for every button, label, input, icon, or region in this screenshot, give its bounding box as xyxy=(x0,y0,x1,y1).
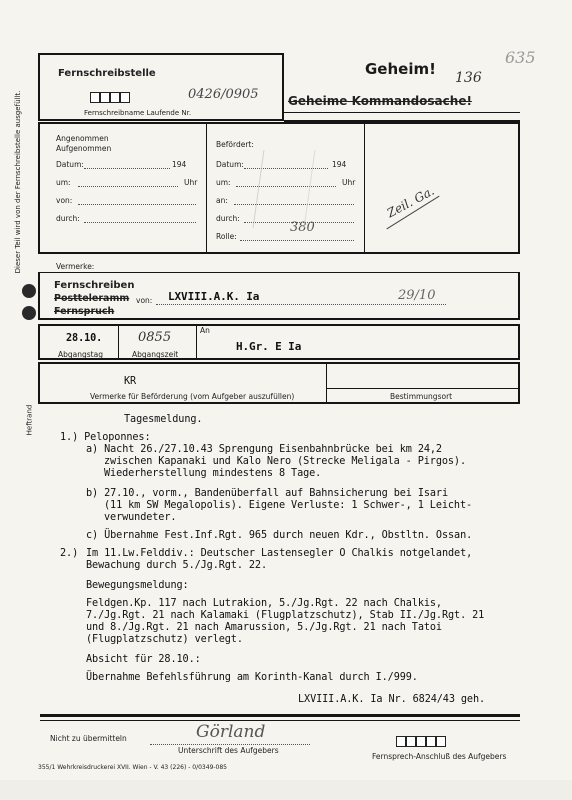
type-struck-2: Fernspruch xyxy=(54,306,115,317)
routing-kr: KR xyxy=(124,376,137,387)
von-label: von: xyxy=(136,296,153,305)
forwarded-title: Befördert: xyxy=(216,140,254,149)
hand-initials: Zeil. Ga. xyxy=(384,183,437,221)
forwarded-an: an: xyxy=(216,196,228,205)
fill-line xyxy=(78,204,196,205)
printer-line: 355/1 Wehrkreisdruckerei XVII. Wien - V. 43 (226) - 0/0349-085 xyxy=(38,764,227,771)
body-line: b) 27.10., vorm., Bandenüberfall auf Bahnsicherung bei Isari xyxy=(86,488,449,499)
faint-scribble xyxy=(253,150,316,228)
number-cell xyxy=(110,92,120,103)
reference-number: LXVIII.A.K. Ia Nr. 6824/43 geh. xyxy=(298,694,486,705)
rule xyxy=(326,388,520,389)
body-line: zwischen Kapanaki und Kalo Nero (Strecke Meligala - Pirgos). xyxy=(104,456,467,467)
body-line: (Flugplatzschutz) verlegt. xyxy=(86,634,243,645)
number-label: Fernschreibname Laufende Nr. xyxy=(84,109,192,117)
forwarded-datum: Datum: xyxy=(216,160,244,169)
dispatch-date-label: Abgangstag xyxy=(58,350,103,359)
phone-label: Fernsprech-Anschluß des Aufgebers xyxy=(372,752,507,761)
body-line: Feldgen.Kp. 117 nach Lutrakion, 5./Jg.Rgt. 22 nach Chalkis, xyxy=(86,598,442,609)
body-line: und 8./Jg.Rgt. 21 nach Amarussion, 5./Jg.Rgt. 21 nach Tatoi xyxy=(86,622,442,633)
received-um: um: xyxy=(56,178,71,187)
rule xyxy=(40,720,520,721)
body-line: 1.) Peloponnes: xyxy=(60,432,151,443)
dispatch-date: 28.10. xyxy=(66,333,103,344)
grid-divider xyxy=(326,362,327,404)
body-line: c) Übernahme Fest.Inf.Rgt. 965 durch neuen Kdr., Obstltn. Ossan. xyxy=(86,530,473,541)
hand-date: 29/10 xyxy=(398,288,436,303)
forwarded-um: um: xyxy=(216,178,231,187)
grid-divider xyxy=(206,122,207,254)
punch-hole xyxy=(22,306,36,320)
fill-line xyxy=(78,186,178,187)
body-subheading: Bewegungsmeldung: xyxy=(86,580,189,591)
received-year: 194 xyxy=(172,160,187,169)
side-note: Dieser Teil wird von der Fernschreibstelle ausgefüllt. xyxy=(14,90,22,274)
body-line: 7./Jg.Rgt. 21 nach Kalamaki (Flugplatzschutz), Stab II./Jg.Rgt. 21 xyxy=(86,610,485,621)
body-line: a) Nacht 26./27.10.43 Sprengung Eisenbahnbrücke bei km 24,2 xyxy=(86,444,442,455)
phone-cell xyxy=(436,736,446,747)
forwarded-year: 194 xyxy=(332,160,347,169)
signature-label: Unterschrift des Aufgebers xyxy=(178,746,279,755)
number-cell xyxy=(90,92,100,103)
body-line: 2.) xyxy=(60,548,85,559)
received-uhr: Uhr xyxy=(184,178,198,187)
grid-divider xyxy=(118,324,119,360)
rule xyxy=(40,714,520,717)
sender: LXVIII.A.K. Ia xyxy=(168,290,260,303)
type-title: Fernschreiben xyxy=(54,280,135,291)
number-cell xyxy=(120,92,130,103)
body-line: Bewachung durch 5./Jg.Rgt. 22. xyxy=(86,560,268,571)
body-line: Wiederherstellung mindestens 8 Tage. xyxy=(104,468,322,479)
body-line: verwundeter. xyxy=(104,512,177,523)
fill-line xyxy=(84,168,170,169)
phone-cell xyxy=(416,736,426,747)
fill-line xyxy=(150,744,310,745)
body-line: Übernahme Befehlsführung am Korinth-Kanal durch I./999. xyxy=(86,672,418,683)
phone-cell xyxy=(426,736,436,747)
phone-cell xyxy=(396,736,406,747)
struck-classification: Geheime Kommandosache! xyxy=(288,94,472,108)
dispatch-time: 0855 xyxy=(138,330,172,345)
office-title: Fernschreibstelle xyxy=(58,68,156,79)
fill-line xyxy=(240,240,354,241)
an-label: An xyxy=(200,326,210,335)
not-transmit-label: Nicht zu übermitteln xyxy=(50,734,127,743)
hand-corner-number: 136 xyxy=(455,70,482,86)
classification-stamp: Geheim! xyxy=(365,60,436,78)
received-durch: durch: xyxy=(56,214,80,223)
body-line: (11 km SW Megalopolis). Eigene Verluste: 1 Schwer-, 1 Leicht- xyxy=(104,500,473,511)
received-von: von: xyxy=(56,196,73,205)
type-struck-1: Postteleramm xyxy=(54,293,130,304)
phone-cell xyxy=(406,736,416,747)
hand-corner-number-2: 635 xyxy=(505,48,536,67)
body-subheading: Absicht für 28.10.: xyxy=(86,654,201,665)
received-datum: Datum: xyxy=(56,160,84,169)
fill-line xyxy=(156,304,446,305)
received-title-2: Aufgenommen xyxy=(56,144,112,153)
hand-rolle: 380 xyxy=(290,220,315,235)
grid-divider xyxy=(196,324,197,360)
hand-signature: Görland xyxy=(196,722,266,742)
number-cell xyxy=(100,92,110,103)
body-line: Im 11.Lw.Felddiv.: Deutscher Lastensegler O Chalkis notgelandet, xyxy=(86,548,473,559)
heftrand-label: Heftrand xyxy=(25,404,34,436)
forwarded-uhr: Uhr xyxy=(342,178,356,187)
received-title-1: Angenommen xyxy=(56,134,109,143)
forwarded-rolle: Rolle: xyxy=(216,232,237,241)
vermerke-label: Vermerke: xyxy=(56,262,95,271)
grid-divider xyxy=(364,122,365,254)
body-heading: Tagesmeldung. xyxy=(124,414,203,425)
page-bottom-edge xyxy=(0,780,572,800)
fill-line xyxy=(84,222,196,223)
rule xyxy=(284,112,520,113)
dispatch-time-label: Abgangszeit xyxy=(132,350,179,359)
hand-number: 0426/0905 xyxy=(188,87,259,102)
recipient: H.Gr. E Ia xyxy=(236,340,302,353)
routing-vermerk-label: Vermerke für Beförderung (vom Aufgeber auszufüllen) xyxy=(90,392,295,401)
forwarded-durch: durch: xyxy=(216,214,240,223)
punch-hole xyxy=(22,284,36,298)
bestimmungsort-label: Bestimmungsort xyxy=(390,392,453,401)
